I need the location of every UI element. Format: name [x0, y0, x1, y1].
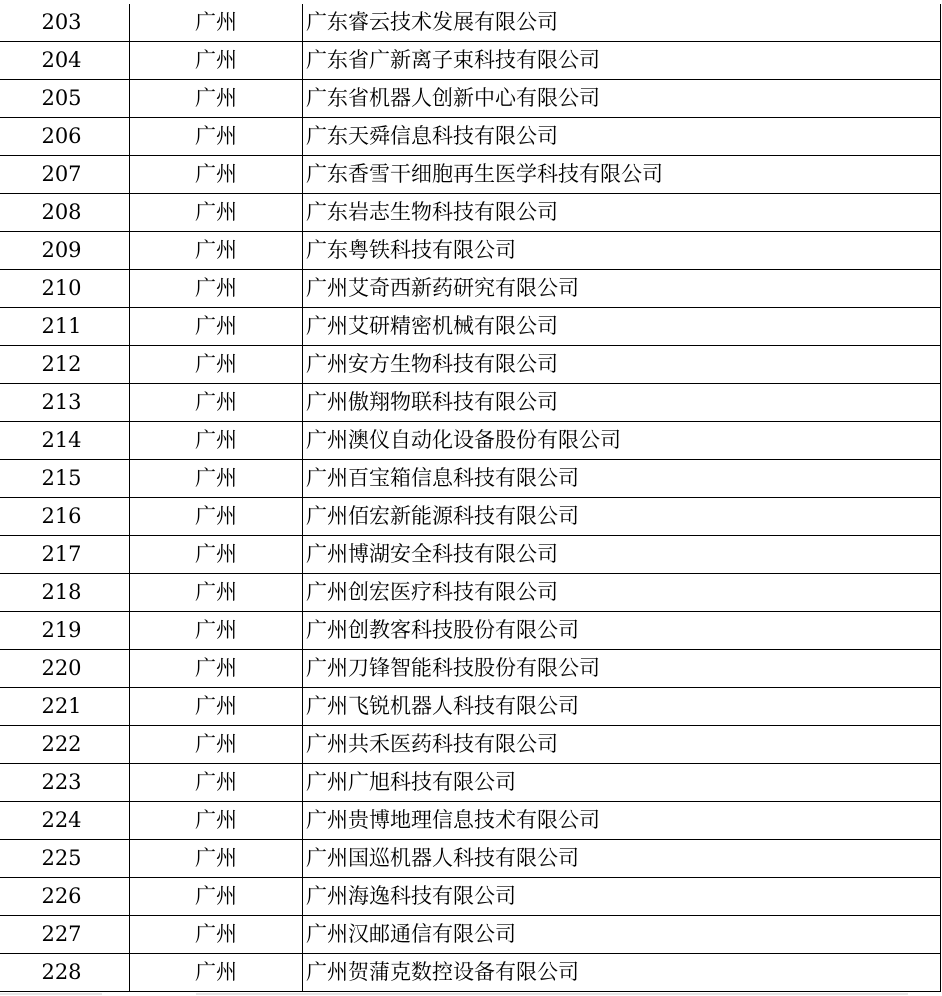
- table-row: [0, 308, 941, 346]
- table-row: [0, 194, 941, 232]
- cell-index: 217: [0, 536, 130, 574]
- cell-city: 广州: [130, 346, 303, 384]
- cell-company-name: 广州广旭科技有限公司: [303, 764, 941, 802]
- cell-company-name: 广州佰宏新能源科技有限公司: [303, 498, 941, 536]
- table-row: [0, 118, 941, 156]
- cell-company-name: 广州海逸科技有限公司: [303, 878, 941, 916]
- table-row: [0, 650, 941, 688]
- cell-city: 广州: [130, 4, 303, 42]
- cell-company-name: 广州贺蒲克数控设备有限公司: [303, 954, 941, 992]
- cell-company-name: 广州贵博地理信息技术有限公司: [303, 802, 941, 840]
- table-row: [0, 4, 941, 42]
- cell-company-name: 广东香雪干细胞再生医学科技有限公司: [303, 156, 941, 194]
- table-row: [0, 916, 941, 954]
- cell-index: 218: [0, 574, 130, 612]
- cell-company-name: 广州艾研精密机械有限公司: [303, 308, 941, 346]
- cell-index: 209: [0, 232, 130, 270]
- table-row: [0, 42, 941, 80]
- cell-company-name: 广州艾奇西新药研究有限公司: [303, 270, 941, 308]
- cell-city: 广州: [130, 156, 303, 194]
- cell-city: 广州: [130, 384, 303, 422]
- cell-city: 广州: [130, 688, 303, 726]
- table-row: [0, 460, 941, 498]
- cell-index: 216: [0, 498, 130, 536]
- cell-city: 广州: [130, 574, 303, 612]
- cell-index: 227: [0, 916, 130, 954]
- cell-company-name: 广州澳仪自动化设备股份有限公司: [303, 422, 941, 460]
- cell-city: 广州: [130, 764, 303, 802]
- cell-index: 228: [0, 954, 130, 992]
- table-row: [0, 764, 941, 802]
- scroll-shadow-left: [0, 993, 102, 995]
- cell-index: 210: [0, 270, 130, 308]
- cell-index: 223: [0, 764, 130, 802]
- table-body: [0, 4, 941, 992]
- cell-company-name: 广东粤铁科技有限公司: [303, 232, 941, 270]
- cell-company-name: 广州创宏医疗科技有限公司: [303, 574, 941, 612]
- cell-city: 广州: [130, 270, 303, 308]
- cell-index: 211: [0, 308, 130, 346]
- cell-company-name: 广东天舜信息科技有限公司: [303, 118, 941, 156]
- cell-city: 广州: [130, 726, 303, 764]
- table-row: [0, 574, 941, 612]
- cell-company-name: 广东省机器人创新中心有限公司: [303, 80, 941, 118]
- cell-index: 212: [0, 346, 130, 384]
- cell-index: 215: [0, 460, 130, 498]
- cell-city: 广州: [130, 840, 303, 878]
- cell-city: 广州: [130, 498, 303, 536]
- table-row: [0, 612, 941, 650]
- cell-city: 广州: [130, 536, 303, 574]
- cell-company-name: 广州刀锋智能科技股份有限公司: [303, 650, 941, 688]
- table-row: [0, 498, 941, 536]
- cell-company-name: 广州百宝箱信息科技有限公司: [303, 460, 941, 498]
- cell-city: 广州: [130, 80, 303, 118]
- cell-city: 广州: [130, 42, 303, 80]
- table-row: [0, 954, 941, 992]
- cell-company-name: 广州安方生物科技有限公司: [303, 346, 941, 384]
- cell-index: 219: [0, 612, 130, 650]
- cell-city: 广州: [130, 460, 303, 498]
- cell-company-name: 广州飞锐机器人科技有限公司: [303, 688, 941, 726]
- cell-city: 广州: [130, 232, 303, 270]
- cell-city: 广州: [130, 802, 303, 840]
- cell-index: 214: [0, 422, 130, 460]
- scroll-shadow-right: [196, 993, 908, 995]
- cell-index: 204: [0, 42, 130, 80]
- table-row: [0, 726, 941, 764]
- cell-index: 213: [0, 384, 130, 422]
- table-row: [0, 878, 941, 916]
- table-row: [0, 346, 941, 384]
- cell-city: 广州: [130, 954, 303, 992]
- table-row: [0, 232, 941, 270]
- cell-company-name: 广东睿云技术发展有限公司: [303, 4, 941, 42]
- table-row: [0, 422, 941, 460]
- cell-city: 广州: [130, 118, 303, 156]
- table-row: [0, 270, 941, 308]
- cell-company-name: 广州创教客科技股份有限公司: [303, 612, 941, 650]
- cell-index: 206: [0, 118, 130, 156]
- table-row: [0, 688, 941, 726]
- cell-company-name: 广东岩志生物科技有限公司: [303, 194, 941, 232]
- cell-index: 221: [0, 688, 130, 726]
- table-row: [0, 840, 941, 878]
- cell-index: 205: [0, 80, 130, 118]
- cell-city: 广州: [130, 422, 303, 460]
- company-table: [0, 4, 941, 992]
- cell-index: 207: [0, 156, 130, 194]
- cell-index: 225: [0, 840, 130, 878]
- cell-index: 220: [0, 650, 130, 688]
- cell-city: 广州: [130, 878, 303, 916]
- cell-index: 203: [0, 4, 130, 42]
- cell-company-name: 广州共禾医药科技有限公司: [303, 726, 941, 764]
- table-row: [0, 802, 941, 840]
- cell-index: 222: [0, 726, 130, 764]
- table-row: [0, 156, 941, 194]
- cell-index: 208: [0, 194, 130, 232]
- cell-city: 广州: [130, 612, 303, 650]
- cell-company-name: 广州傲翔物联科技有限公司: [303, 384, 941, 422]
- table-row: [0, 80, 941, 118]
- table-row: [0, 384, 941, 422]
- cell-index: 224: [0, 802, 130, 840]
- cell-index: 226: [0, 878, 130, 916]
- table-row: [0, 536, 941, 574]
- cell-city: 广州: [130, 194, 303, 232]
- cell-company-name: 广州国巡机器人科技有限公司: [303, 840, 941, 878]
- cell-city: 广州: [130, 650, 303, 688]
- cell-company-name: 广东省广新离子束科技有限公司: [303, 42, 941, 80]
- cell-city: 广州: [130, 916, 303, 954]
- cell-city: 广州: [130, 308, 303, 346]
- cell-company-name: 广州博湖安全科技有限公司: [303, 536, 941, 574]
- cell-company-name: 广州汉邮通信有限公司: [303, 916, 941, 954]
